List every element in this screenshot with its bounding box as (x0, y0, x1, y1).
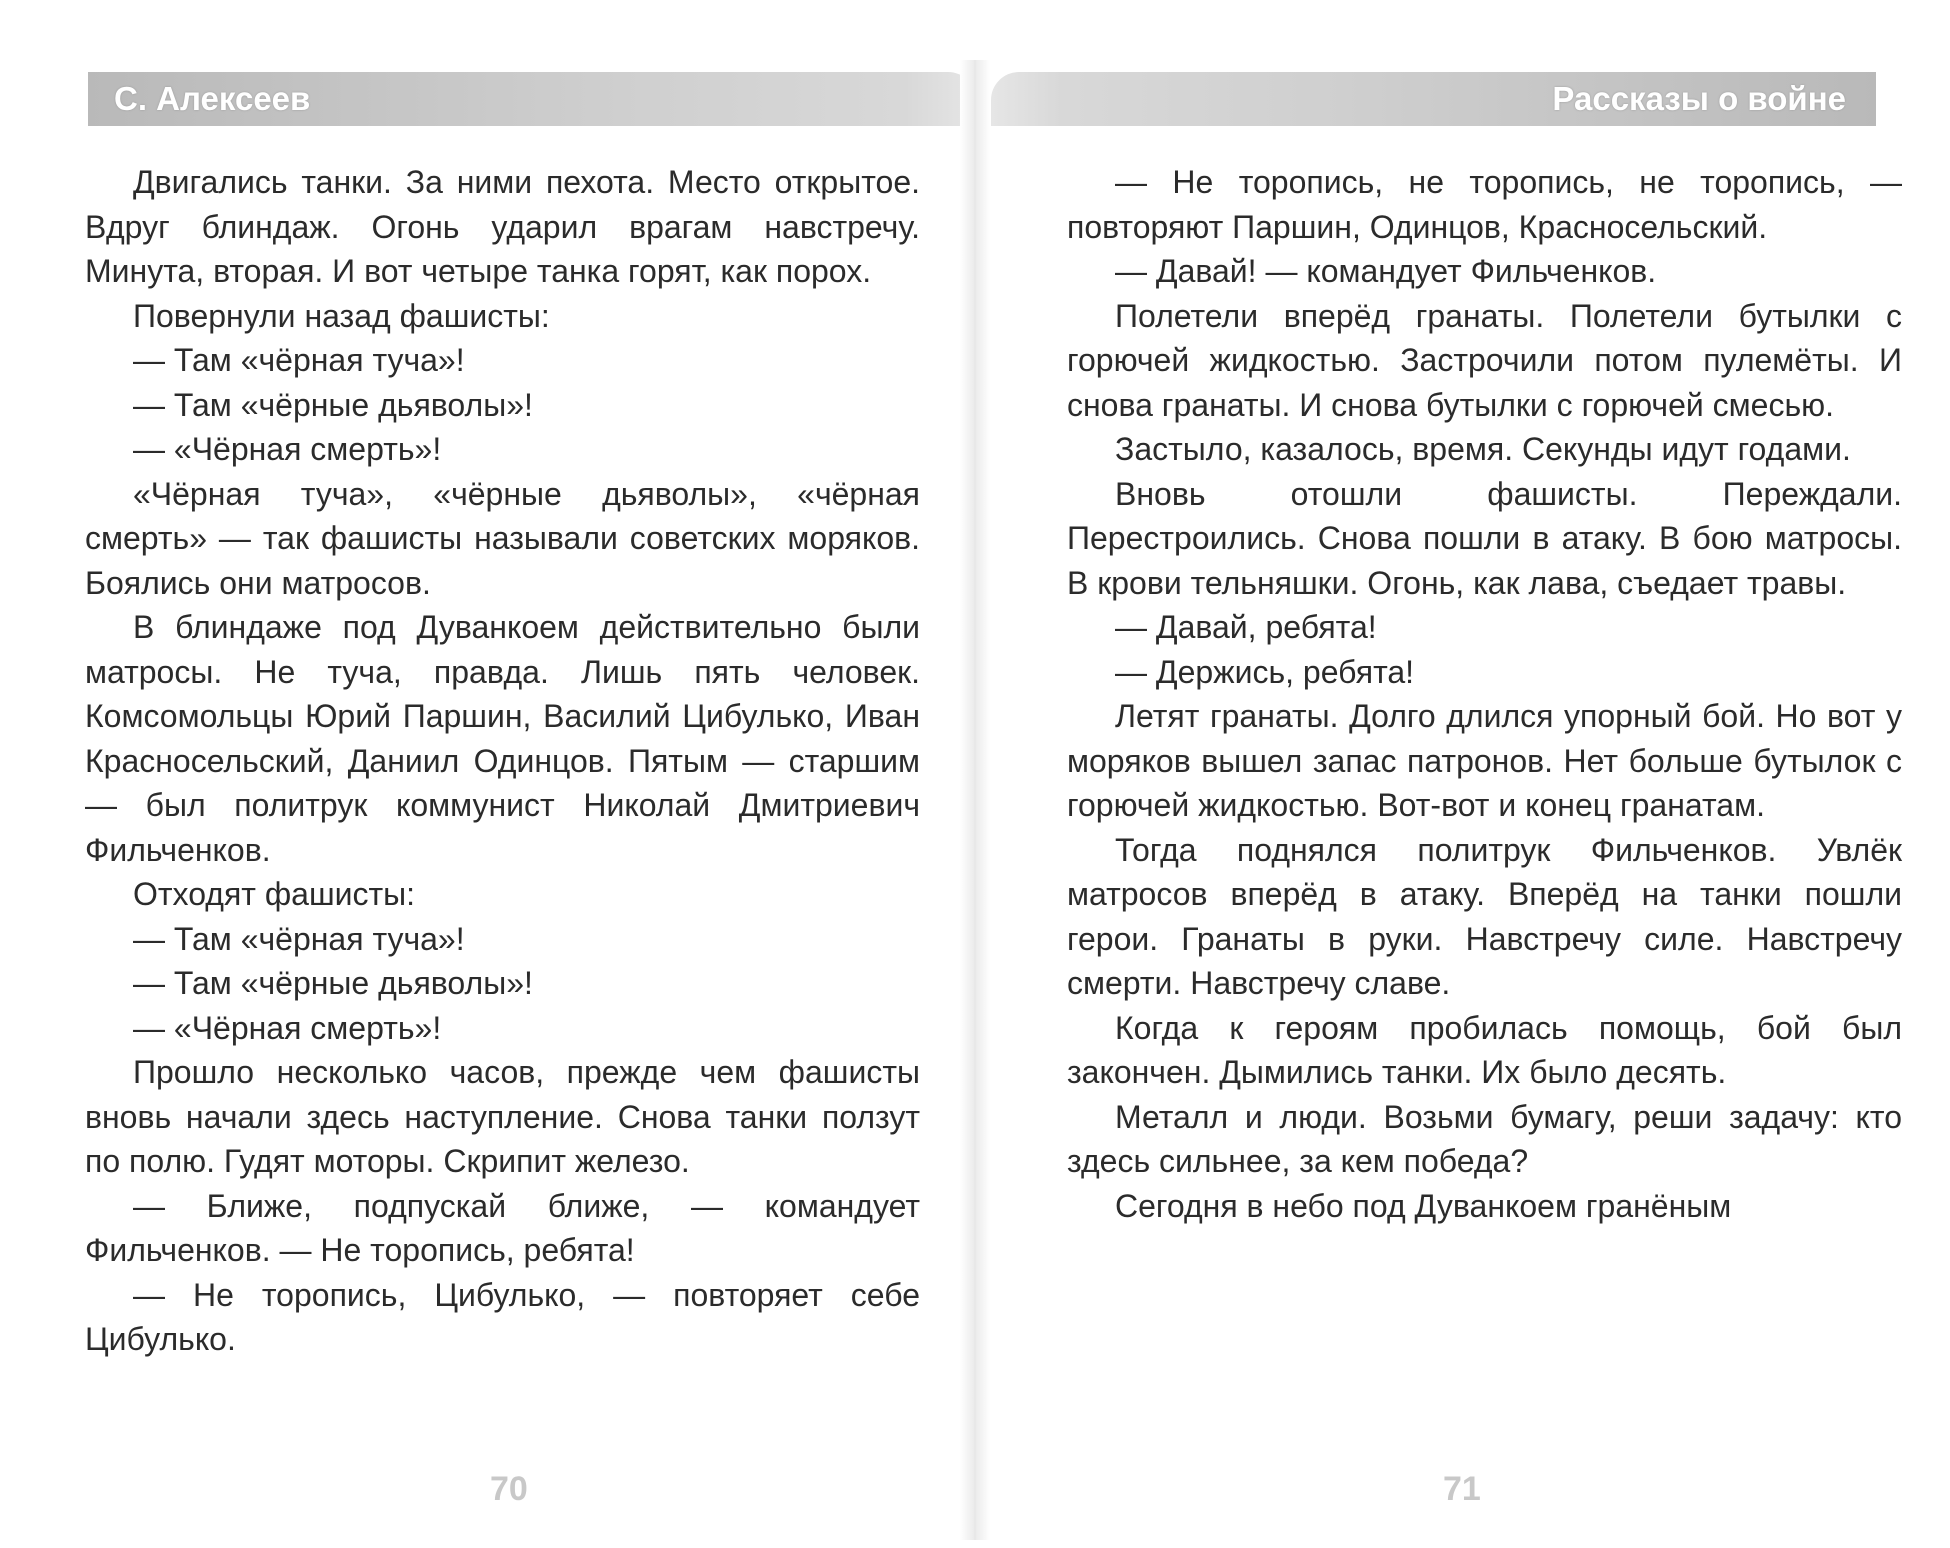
paragraph: — «Чёрная смерть»! (133, 1009, 442, 1046)
paragraph: — Ближе, подпускай ближе, — командует Фильченков. — Не торопись, ребята! (85, 1187, 920, 1268)
right-running-header: Рассказы о войне (991, 72, 1876, 126)
paragraph: Отходят фашисты: (133, 876, 416, 912)
paragraph: Застыло, казалось, время. Секунды идут годами. (1115, 431, 1851, 467)
right-page (975, 0, 1950, 1548)
paragraph: — Не торопись, не торопись, не торопись, — повторяют Паршин, Одинцов, Красносельский. (1067, 164, 1902, 245)
paragraph: — Там «чёрные дьяволы»! (133, 386, 533, 423)
paragraph: — Там «чёрная туча»! (133, 342, 465, 378)
paragraph: Тогда поднялся политрук Фильченков. Увлёк матросов вперёд в атаку. Вперёд на танки пошли герои. Гранаты в руки. Навстречу силе. Навстречу смерти. Навстречу славе. (1067, 831, 1902, 1001)
paragraph: Металл и люди. Возьми бумагу, реши задачу: кто здесь сильнее, за кем победа? (1067, 1098, 1902, 1179)
paragraph: Двигались танки. За ними пехота. Место открытое. Вдруг блиндаж. Огонь ударил врагам навстречу. Минута, вторая. И вот четыре танка горят, как порох. (85, 164, 920, 289)
paragraph: — Там «чёрная туча»! (133, 920, 465, 957)
paragraph: Прошло несколько часов, прежде чем фашисты вновь начали здесь наступление. Снова танки ползут по полю. Гудят моторы. Скрипит железо. (85, 1054, 920, 1179)
paragraph: — Давай! — командует Фильченков. (1115, 253, 1657, 289)
paragraph: Повернули назад фашисты: (133, 297, 550, 334)
paragraph: — Давай, ребята! (1115, 609, 1377, 645)
paragraph: Полетели вперёд гранаты. Полетели бутылки с горючей жидкостью. Застрочили потом пулемёты. И снова гранаты. И снова бутылки с горючей смесью. (1067, 297, 1902, 423)
paragraph: Летят гранаты. Долго длился упорный бой. Но вот у моряков вышел запас патронов. Нет больше бутылок с горючей жидкостью. Вот-вот и конец гранатам. (1067, 698, 1902, 823)
left-page-number: 70 (490, 1470, 528, 1508)
right-page-number: 71 (1443, 1470, 1481, 1508)
paragraph: — Там «чёрные дьяволы»! (133, 965, 533, 1001)
paragraph: Вновь отошли фашисты. Переждали. Перестроились. Снова пошли в атаку. В бою матросы. В крови тельняшки. Огонь, как лава, съедает травы. (1067, 475, 1902, 601)
right-page-text (1067, 160, 1902, 1228)
left-running-header: С. Алексеев (88, 72, 975, 126)
paragraph: Сегодня в небо под Дуванкоем гранёным (1115, 1187, 1732, 1224)
paragraph: — «Чёрная смерть»! (133, 431, 442, 467)
paragraph: В блиндаже под Дуванкоем действительно были матросы. Не туча, правда. Лишь пять человек. Комсомольцы Юрий Паршин, Василий Цибулько, Иван Красносельский, Даниил Одинцов. Пятым — старшим — был политрук коммунист Николай Дмитриевич Фильченков. (85, 609, 920, 868)
paragraph: — Держись, ребята! (1115, 653, 1415, 690)
paragraph: Когда к героям пробилась помощь, бой был закончен. Дымились танки. Их было десять. (1067, 1009, 1902, 1090)
paragraph: «Чёрная туча», «чёрные дьяволы», «чёрная смерть» — так фашисты называли советских моряков. Боялись они матросов. (85, 475, 920, 601)
left-page-text (85, 160, 920, 1362)
paragraph: — Не торопись, Цибулько, — повторяет себе Цибулько. (85, 1276, 920, 1357)
